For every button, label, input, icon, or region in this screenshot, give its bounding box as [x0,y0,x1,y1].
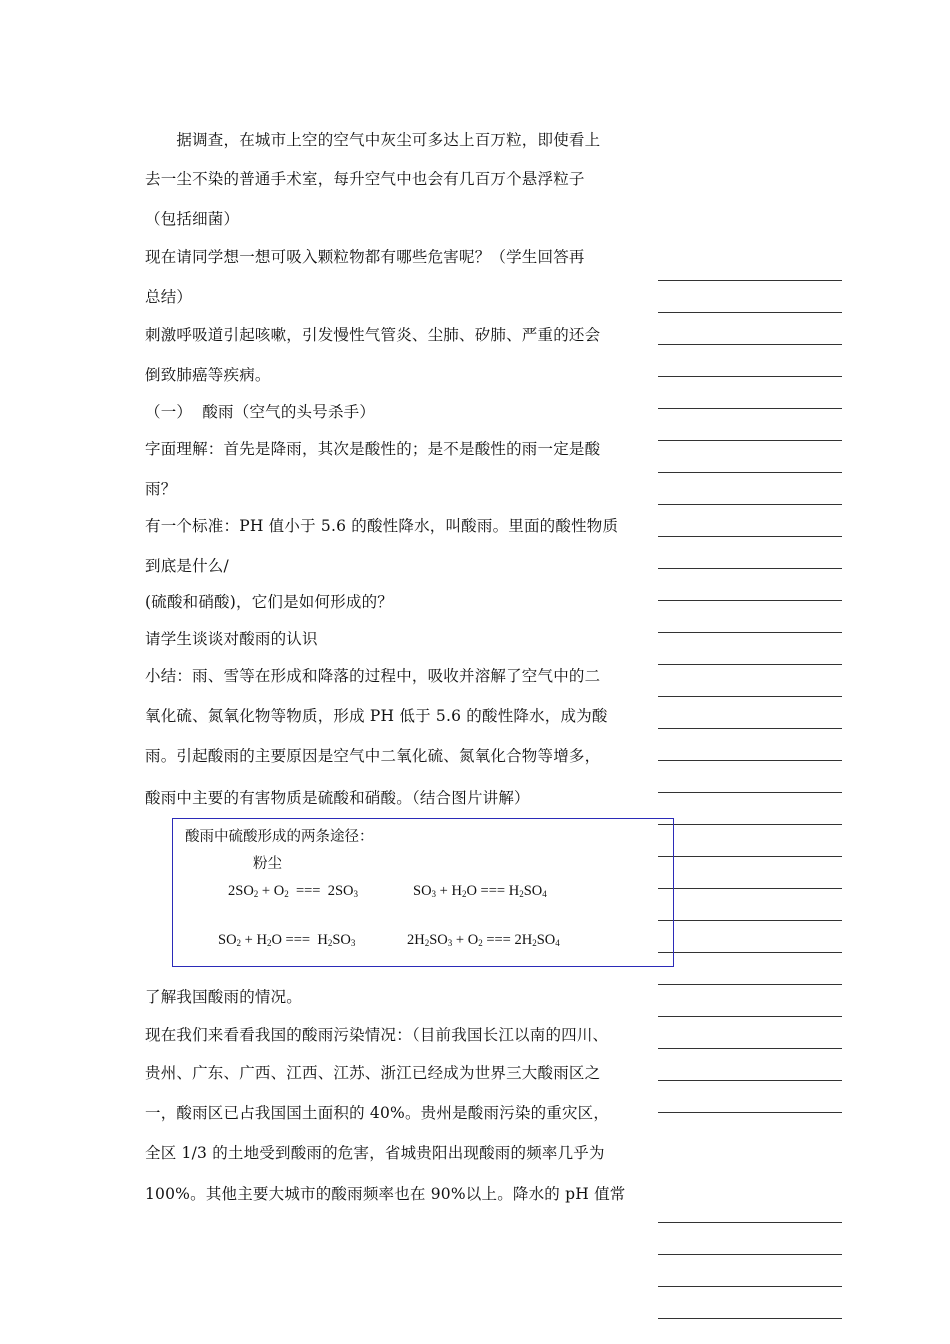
text-line: 氧化硫、氮氧化物等物质，形成 PH 低于 5.6 的酸性降水，成为酸 [145,707,608,725]
text-line: 现在请同学想一想可吸入颗粒物都有哪些危害呢？（学生回答再 [145,248,585,266]
text-line: 贵州、广东、广西、江西、江苏、浙江已经成为世界三大酸雨区之 [145,1064,601,1082]
note-rule [658,344,842,345]
text-line: 一，酸雨区已占我国国土面积的 40%。贵州是酸雨污染的重灾区， [145,1104,610,1122]
note-rule [658,376,842,377]
text-line: 请学生谈谈对酸雨的认识 [145,630,318,648]
note-rule [658,472,842,473]
note-rule [658,888,842,889]
equation-3: $SO_2 + H_2O$ === $H_2SO_3$ [218,932,356,948]
text-line: （一） 酸雨（空气的头号杀手） [145,403,376,421]
text-line: 到底是什么/ [145,557,229,575]
text-line: 字面理解：首先是降雨，其次是酸性的；是不是酸性的雨一定是酸 [145,440,601,458]
note-rule [658,728,842,729]
text-line: （包括细菌） [145,210,240,228]
note-rule [658,1080,842,1081]
text-line: 去一尘不染的普通手术室，每升空气中也会有几百万个悬浮粒子 [145,170,585,188]
note-rule [658,664,842,665]
text-line: 酸雨中主要的有害物质是硫酸和硝酸。（结合图片讲解） [145,789,530,807]
note-rule [658,1222,842,1223]
note-rule [658,856,842,857]
text-line: (硫酸和硝酸)，它们是如何形成的？ [145,593,393,611]
note-rule [658,440,842,441]
note-rule [658,1048,842,1049]
note-rule [658,760,842,761]
note-rule [658,280,842,281]
box-title: 酸雨中硫酸形成的两条途径： [185,829,374,845]
equation-2: $SO_3 + H_2O$ === $H_2SO_4$ [413,883,547,899]
note-rule [658,1254,842,1255]
text-line: 小结：雨、雪等在形成和降落的过程中，吸收并溶解了空气中的二 [145,667,601,685]
note-rule [658,984,842,985]
note-rule [658,1286,842,1287]
equation-box [172,818,674,967]
note-rule [658,312,842,313]
note-rule [658,1318,842,1319]
note-rule [658,920,842,921]
note-rule [658,568,842,569]
text-line: 了解我国酸雨的情况。 [145,988,303,1006]
note-rule [658,632,842,633]
text-line: 100%。其他主要大城市的酸雨频率也在 90%以上。降水的 pH 值常 [145,1185,626,1203]
note-rule [658,408,842,409]
note-rule [658,792,842,793]
equation-1: $2SO_2 + O_2$ === $2SO_3$ [228,883,359,899]
equation-4: $2H_2SO_3 + O_2$ === $2H_2SO_4$ [407,932,560,948]
text-line: 全区 1/3 的土地受到酸雨的危害，省城贵阳出现酸雨的频率几乎为 [145,1144,605,1162]
note-rule [658,1016,842,1017]
note-rule [658,600,842,601]
note-rule [658,1112,842,1113]
text-line: 刺激呼吸道引起咳嗽，引发慢性气管炎、尘肺、矽肺、严重的还会 [145,326,601,344]
text-line: 雨？ [145,480,177,498]
text-line: 据调查，在城市上空的空气中灰尘可多达上百万粒，即使看上 [145,131,601,149]
note-rule [658,696,842,697]
note-rule [658,824,842,825]
text-line: 现在我们来看看我国的酸雨污染情况：（目前我国长江以南的四川、 [145,1026,609,1044]
note-rule [658,952,842,953]
text-line: 倒致肺癌等疾病。 [145,366,271,384]
note-rule [658,536,842,537]
text-line: 有一个标准：PH 值小于 5.6 的酸性降水，叫酸雨。里面的酸性物质 [145,517,619,535]
catalyst-label: 粉尘 [253,856,282,872]
text-line: 总结） [145,288,193,306]
text-line: 雨。引起酸雨的主要原因是空气中二氧化硫、氮氧化合物等增多， [145,747,601,765]
note-rule [658,504,842,505]
